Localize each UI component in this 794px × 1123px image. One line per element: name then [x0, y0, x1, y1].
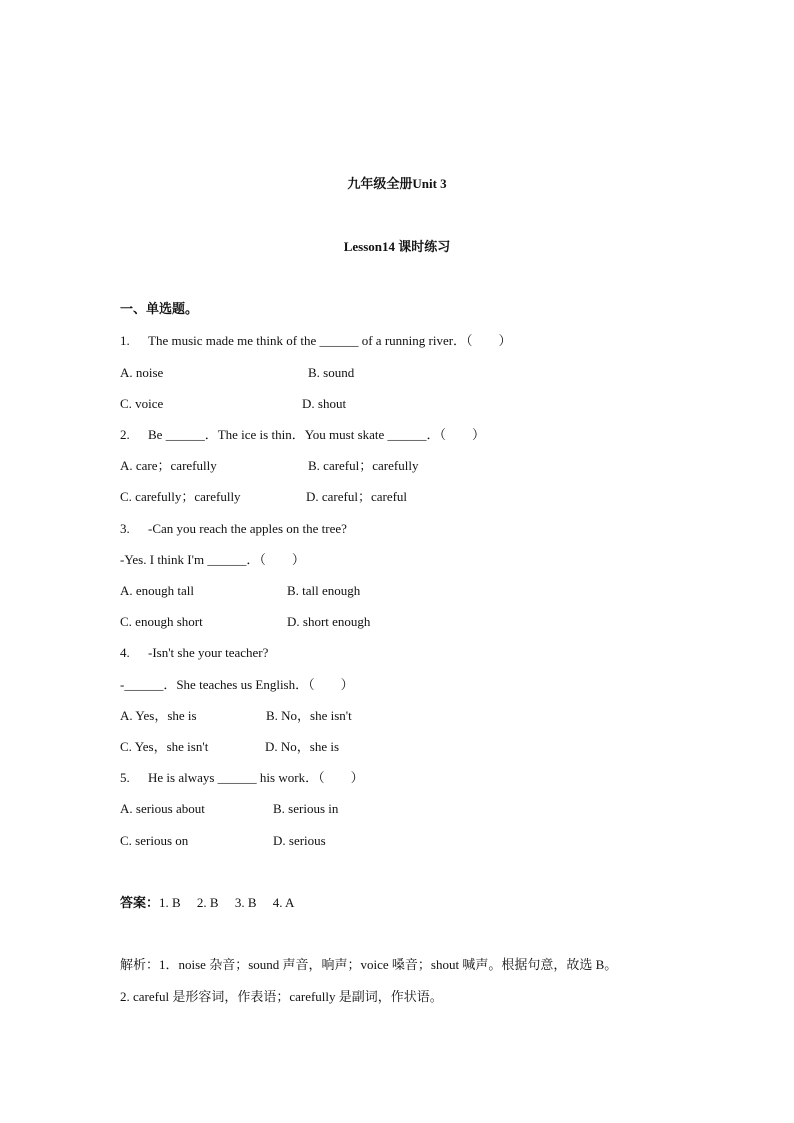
question-3-options-cd: [120, 614, 680, 630]
question-3-stem: [120, 521, 347, 537]
option-a: A. noise: [120, 365, 164, 380]
option-a: A. care；carefully: [120, 458, 217, 473]
question-text: The music made me think of the ______ of a running river．（ ）: [148, 333, 512, 348]
question-3-options-ab: [120, 583, 680, 599]
explanation-line-1: 解析：1．noise 杂音；sound 声音，响声；voice 嗓音；shout 喊声。根据句意，故选 B。: [120, 957, 618, 972]
option-c: C. Yes，she isn't: [120, 739, 209, 754]
explanation-line-2: 2. careful 是形容词，作表语；carefully 是副词，作状语。: [120, 989, 443, 1004]
question-number: 2.: [120, 427, 130, 442]
question-number: 3.: [120, 521, 130, 536]
option-c: C. voice: [120, 396, 164, 411]
question-number: 4.: [120, 645, 130, 660]
answer-text: 1. B 2. B 3. B 4. A: [159, 895, 295, 910]
question-4-options-cd: [120, 739, 680, 755]
question-text: Be ______．The ice is thin．You must skate ______．（ ）: [148, 427, 486, 442]
page-title: 九年级全册Unit 3: [347, 176, 447, 191]
question-4-options-ab: [120, 708, 680, 724]
option-a: A. enough tall: [120, 583, 195, 598]
question-text: -Isn't she your teacher?: [148, 645, 269, 660]
option-b: B. No，she isn't: [266, 708, 352, 723]
option-a: A. serious about: [120, 801, 205, 816]
option-d: D. careful；careful: [306, 489, 408, 504]
section-heading: 一、单选题。: [120, 301, 199, 316]
option-b: B. tall enough: [287, 583, 361, 598]
question-4-stem-line2: -______．She teaches us English．（ ）: [120, 677, 354, 692]
option-d: D. shout: [302, 396, 347, 411]
question-5-options-cd: [120, 833, 680, 849]
option-d: D. serious: [273, 833, 326, 848]
option-b: B. serious in: [273, 801, 339, 816]
question-5-options-ab: [120, 801, 680, 817]
option-c: C. enough short: [120, 614, 203, 629]
question-number: 5.: [120, 770, 130, 785]
option-d: D. No，she is: [265, 739, 340, 754]
answer-line: [120, 895, 294, 911]
question-1-stem: [120, 333, 512, 349]
question-text: He is always ______ his work．（ ）: [148, 770, 364, 785]
question-4-stem: [120, 645, 268, 661]
option-b: B. careful；carefully: [308, 458, 419, 473]
question-text: -Can you reach the apples on the tree?: [148, 521, 347, 536]
option-d: D. short enough: [287, 614, 371, 629]
page-subtitle: Lesson14 课时练习: [343, 239, 451, 254]
question-2-options-cd: [120, 489, 680, 505]
question-2-options-ab: [120, 458, 680, 474]
question-2-stem: [120, 427, 485, 443]
option-a: A. Yes，she is: [120, 708, 197, 723]
option-b: B. sound: [308, 365, 355, 380]
option-c: C. carefully；carefully: [120, 489, 241, 504]
question-1-options-cd: [120, 396, 680, 412]
question-5-stem: [120, 770, 364, 786]
question-1-options-ab: [120, 365, 680, 381]
answer-label: 答案：: [120, 895, 160, 910]
question-3-stem-line2: -Yes. I think I'm ______．（ ）: [120, 552, 305, 567]
option-c: C. serious on: [120, 833, 189, 848]
question-number: 1.: [120, 333, 130, 348]
